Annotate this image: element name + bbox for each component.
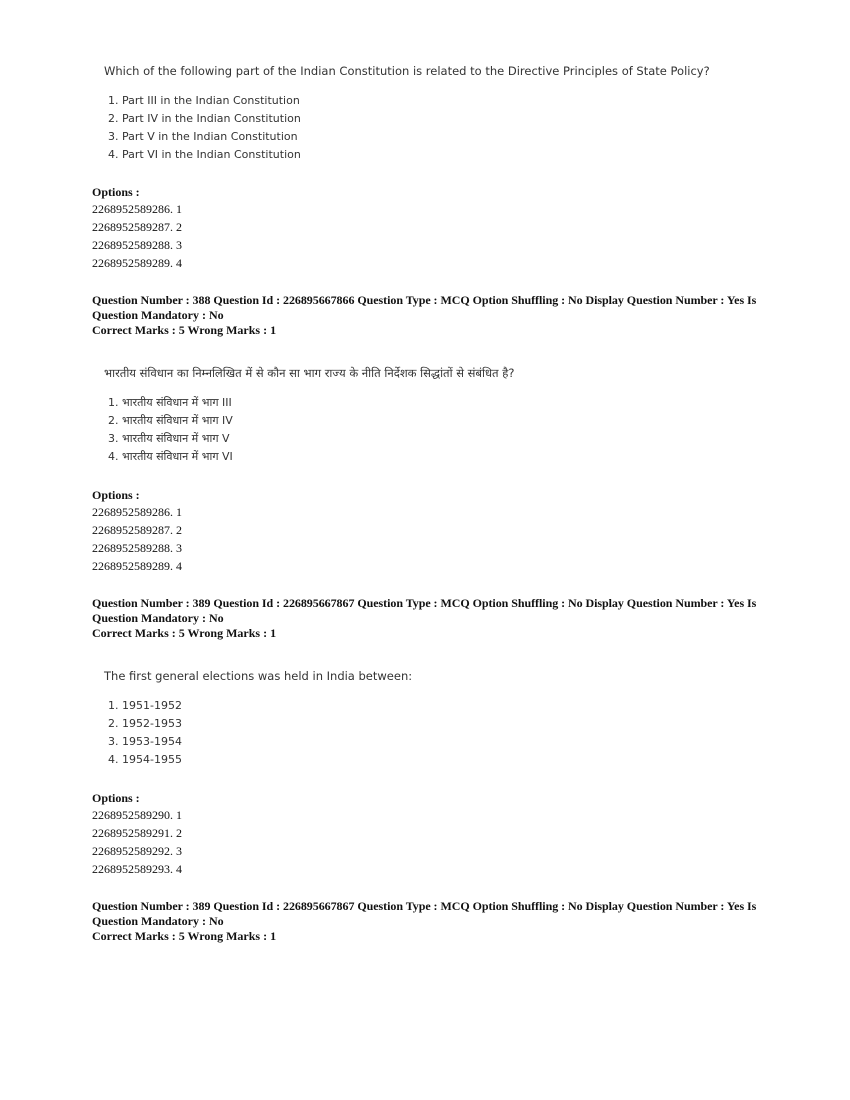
- option-id-list: [92, 503, 182, 575]
- question-meta-389-repeat: [92, 899, 764, 944]
- option-id: 2268952589286. 1: [92, 505, 182, 519]
- choice-item: 1. 1951-1952: [108, 699, 182, 712]
- meta-line: Correct Marks : 5 Wrong Marks : 1: [92, 626, 277, 640]
- option-id-list: [92, 200, 182, 272]
- meta-line: Question Mandatory : No: [92, 611, 224, 625]
- choice-item: 4. Part VI in the Indian Constitution: [108, 148, 301, 161]
- choice-list: [108, 92, 301, 164]
- meta-line: Correct Marks : 5 Wrong Marks : 1: [92, 323, 277, 337]
- meta-line: Question Mandatory : No: [92, 308, 224, 322]
- option-id: 2268952589292. 3: [92, 844, 182, 858]
- option-id: 2268952589287. 2: [92, 523, 182, 537]
- choice-item: 4. भारतीय संविधान में भाग VI: [108, 450, 233, 463]
- option-id: 2268952589288. 3: [92, 238, 182, 252]
- meta-line: Question Number : 388 Question Id : 226895667866 Question Type : MCQ Option Shuffling : No Display Question Number : Yes Is: [92, 293, 757, 307]
- choice-item: 3. 1953-1954: [108, 735, 182, 748]
- options-heading: Options :: [92, 185, 140, 199]
- question-meta-388: [92, 293, 764, 338]
- meta-line: Correct Marks : 5 Wrong Marks : 1: [92, 929, 277, 943]
- question-text: भारतीय संविधान का निम्नलिखित में से कौन सा भाग राज्य के नीति निर्देशक सिद्धांतों से संबंधित है?: [104, 366, 515, 380]
- choice-list: [108, 394, 233, 466]
- option-id: 2268952589286. 1: [92, 202, 182, 216]
- options-heading: Options :: [92, 488, 140, 502]
- choice-item: 3. भारतीय संविधान में भाग V: [108, 432, 230, 445]
- choice-item: 3. Part V in the Indian Constitution: [108, 130, 298, 143]
- meta-line: Question Number : 389 Question Id : 226895667867 Question Type : MCQ Option Shuffling : No Display Question Number : Yes Is: [92, 899, 757, 913]
- option-id-list: [92, 806, 182, 878]
- meta-line: Question Mandatory : No: [92, 914, 224, 928]
- question-text: The first general elections was held in India between:: [104, 669, 413, 683]
- choice-list: [108, 697, 182, 769]
- meta-line: Question Number : 389 Question Id : 226895667867 Question Type : MCQ Option Shuffling : No Display Question Number : Yes Is: [92, 596, 757, 610]
- option-id: 2268952589291. 2: [92, 826, 182, 840]
- choice-item: 4. 1954-1955: [108, 753, 182, 766]
- option-id: 2268952589293. 4: [92, 862, 182, 876]
- question-meta-389: [92, 596, 764, 641]
- choice-item: 1. Part III in the Indian Constitution: [108, 94, 300, 107]
- option-id: 2268952589287. 2: [92, 220, 182, 234]
- question-text: Which of the following part of the Indian Constitution is related to the Directive Principles of State Policy?: [104, 64, 710, 78]
- choice-item: 2. 1952-1953: [108, 717, 182, 730]
- options-heading: Options :: [92, 791, 140, 805]
- choice-item: 1. भारतीय संविधान में भाग III: [108, 396, 232, 409]
- option-id: 2268952589289. 4: [92, 256, 182, 270]
- option-id: 2268952589289. 4: [92, 559, 182, 573]
- option-id: 2268952589288. 3: [92, 541, 182, 555]
- choice-item: 2. Part IV in the Indian Constitution: [108, 112, 301, 125]
- choice-item: 2. भारतीय संविधान में भाग IV: [108, 414, 233, 427]
- option-id: 2268952589290. 1: [92, 808, 182, 822]
